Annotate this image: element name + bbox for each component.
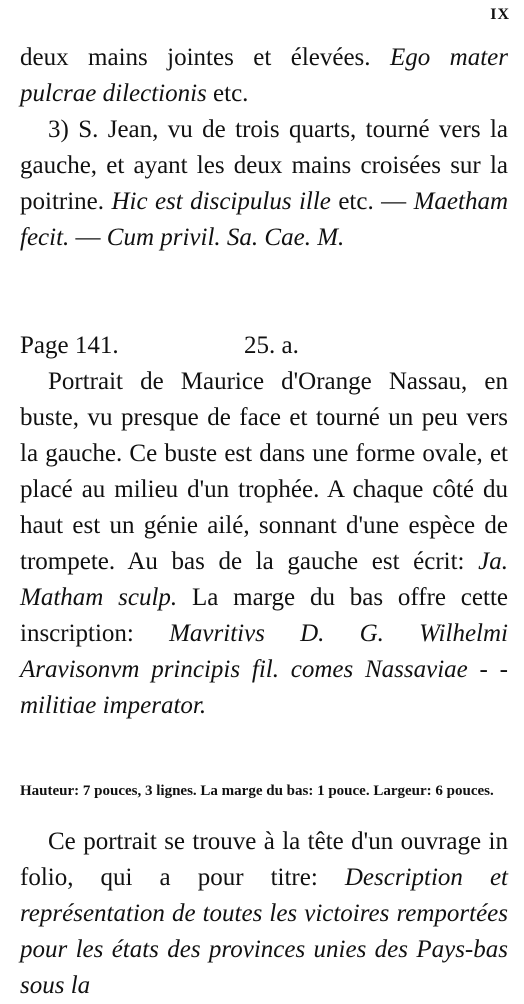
text-run: — <box>69 224 107 251</box>
italic-quote: Ego mater pulcrae dilectionis <box>20 44 508 107</box>
text-run: Ce portrait se trouve à la tête d'un ouvrage in folio, qui a pour titre: <box>20 828 508 891</box>
page-number: IX <box>490 6 510 23</box>
paragraph-source-work <box>20 824 508 1004</box>
italic-inscription: Mavritivs D. G. Wilhelmi Aravisonvm principis fil. comes Nassaviae - - militiae imperator. <box>20 620 508 719</box>
paragraph-saint-jean <box>20 112 508 256</box>
italic-signature: Maetham fecit. <box>20 188 508 251</box>
measurements-note: Hauteur: 7 pouces, 3 lignes. La marge du bas: 1 pouce. Largeur: 6 pouces. <box>20 783 494 799</box>
entry-page-ref: Page 141. <box>20 332 119 359</box>
text-run: 3) S. Jean, vu de trois quarts, tourné vers la gauche, et ayant les deux mains croisées sur la poitrine. <box>20 116 508 215</box>
italic-privilege: Cum privil. Sa. Cae. M. <box>106 224 345 251</box>
text-run: deux mains jointes et élevées. <box>20 44 390 71</box>
text-run: etc. <box>206 80 249 107</box>
text-run: Portrait de Maurice d'Orange Nassau, en buste, vu presque de face et tourné un peu vers la gauche. Ce buste est dans une forme ovale, et placé au milieu d'un trophée. A chaque côté du haut est un génie ailé, sonnant d'une espèce de trompete. Au bas de la gauche est écrit: <box>20 368 508 575</box>
italic-quote: Hic est discipulus ille <box>111 188 331 215</box>
paragraph-portrait-description <box>20 364 508 724</box>
text-run: La marge du bas offre cette inscription: <box>20 584 508 647</box>
entry-number: 25. a. <box>244 332 299 359</box>
paragraph-continuation <box>20 40 508 112</box>
text-run: etc. — <box>330 188 414 215</box>
italic-engraver: Ja. Matham sculp. <box>20 548 508 611</box>
italic-title: Description et représentation de toutes les victoires remportées pour les états des provinces unies des Pays-bas sous la <box>20 864 508 999</box>
